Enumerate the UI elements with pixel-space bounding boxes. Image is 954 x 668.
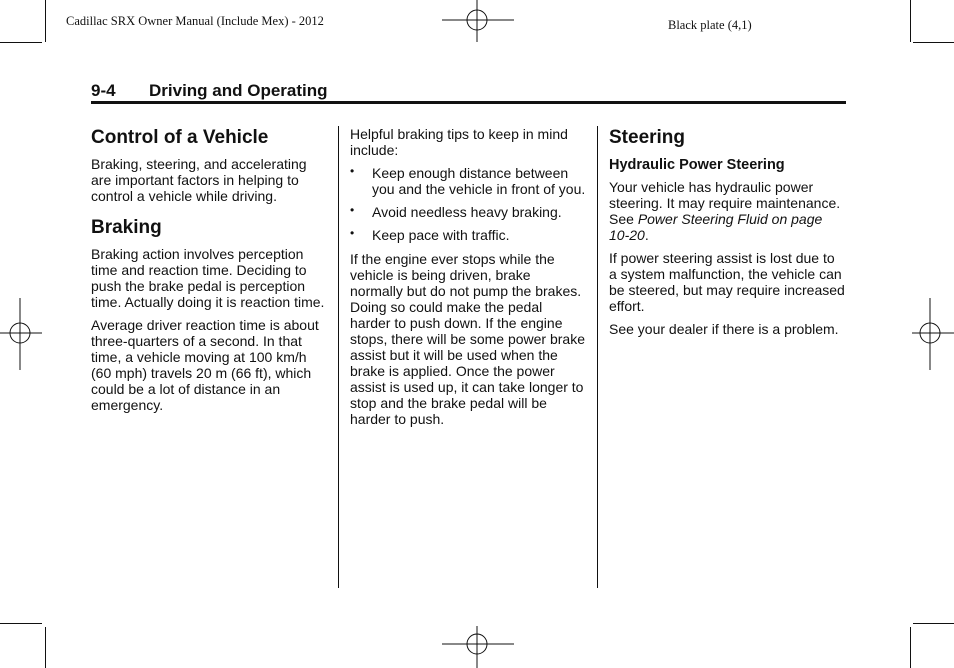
- heading-control-of-a-vehicle: Control of a Vehicle: [91, 127, 269, 148]
- crop-mark-bottom-left-v: [45, 627, 46, 668]
- paragraph-braking-tips-intro: Helpful braking tips to keep in mind include:: [350, 126, 568, 158]
- section-title: Driving and Operating: [149, 81, 328, 100]
- bullet-icon: •: [350, 226, 355, 240]
- crop-mark-top-right-v: [910, 0, 911, 42]
- crop-mark-bottom-right-h: [913, 623, 954, 624]
- column-divider-1: [338, 126, 339, 588]
- column-1: [91, 126, 327, 420]
- section-number: 9-4: [91, 81, 116, 100]
- registration-mark-right-icon: [910, 296, 954, 372]
- list-item: • Keep enough distance between you and the vehicle in front of you.: [350, 164, 586, 197]
- crop-mark-bottom-left-h: [0, 623, 42, 624]
- paragraph-hydraulic: Your vehicle has hydraulic power steering. It may require maintenance. See Power Steering Fluid on page 10-20.: [609, 179, 841, 243]
- paragraph-control: Braking, steering, and accelerating are important factors in helping to control a vehicle while driving.: [91, 156, 307, 204]
- bullet-icon: •: [350, 203, 355, 217]
- paragraph-braking-1: Braking action involves perception time and reaction time. Deciding to push the brake pedal is perception time. Actually doing it is reaction time.: [91, 246, 325, 310]
- heading-hydraulic-power-steering: Hydraulic Power Steering: [609, 157, 785, 173]
- plate-label: Black plate (4,1): [668, 18, 752, 32]
- registration-mark-left-icon: [0, 296, 44, 372]
- paragraph-assist-lost: If power steering assist is lost due to a system malfunction, the vehicle can be steered, but may require increased effort.: [609, 250, 845, 314]
- paragraph-braking-2: Average driver reaction time is about three-quarters of a second. In that time, a vehicle moving at 100 km/h (60 mph) travels 20 m (66 ft), which could be a lot of distance in an emergency.: [91, 317, 319, 413]
- heading-steering: Steering: [609, 127, 686, 148]
- list-item: • Avoid needless heavy braking.: [350, 203, 562, 220]
- plate-title: Cadillac SRX Owner Manual (Include Mex) - 2012: [66, 14, 324, 28]
- heading-braking: Braking: [91, 217, 162, 238]
- braking-tips-list: [350, 165, 586, 243]
- paragraph-see-dealer: See your dealer if there is a problem.: [609, 321, 839, 337]
- column-2: [350, 126, 586, 434]
- cross-reference-link[interactable]: Power Steering Fluid on page 10-20: [609, 211, 823, 243]
- crop-mark-top-left-h: [0, 42, 42, 43]
- crop-mark-top-right-h: [913, 42, 954, 43]
- header-rule: [91, 101, 846, 104]
- page-header: [91, 81, 328, 101]
- registration-mark-top-icon: [440, 0, 516, 44]
- registration-mark-bottom-icon: [440, 624, 516, 668]
- crop-mark-top-left-v: [45, 0, 46, 42]
- paragraph-engine-stops: If the engine ever stops while the vehicle is being driven, brake normally but do not pump the brakes. Doing so could make the pedal harder to push down. If the engine stops, there will be some power brake assist but it will be used when the brake is applied. Once the power assist is used up, it can take longer to stop and the brake pedal will be harder to push.: [350, 251, 585, 427]
- column-divider-2: [597, 126, 598, 588]
- column-3: [609, 126, 846, 344]
- bullet-icon: •: [350, 164, 355, 178]
- list-item: • Keep pace with traffic.: [350, 226, 510, 243]
- crop-mark-bottom-right-v: [910, 627, 911, 668]
